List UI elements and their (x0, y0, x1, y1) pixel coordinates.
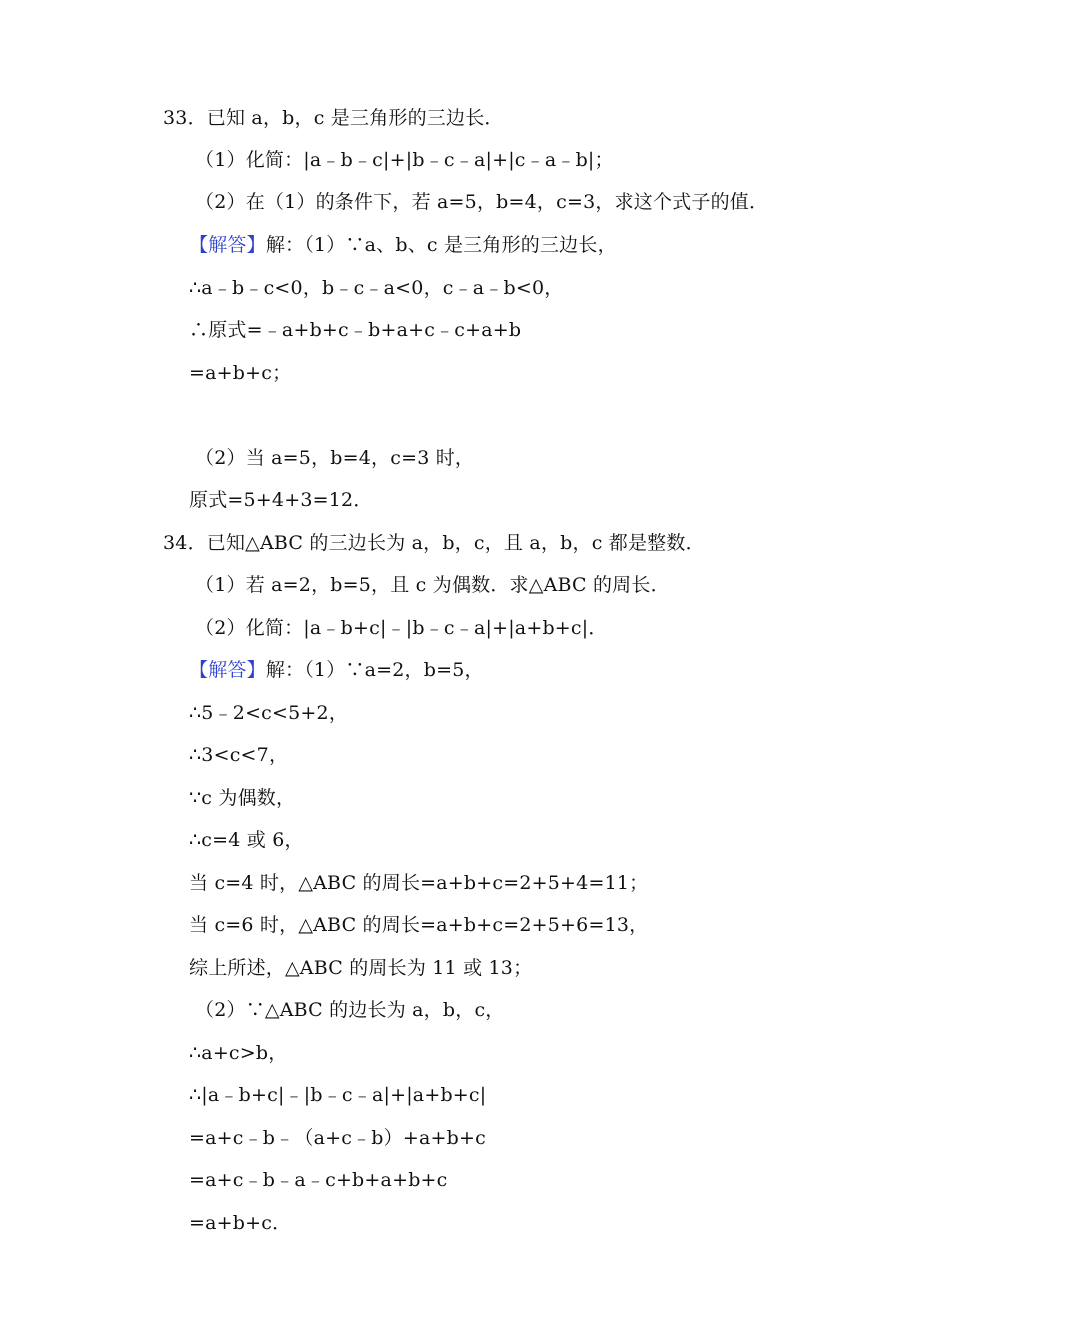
q34-title: 34．已知△ABC 的三边长为 a，b，c，且 a，b，c 都是整数． (163, 532, 705, 554)
q34-answer-line-12: =a+c﹣b﹣（a+c﹣b）+a+b+c (189, 1127, 486, 1149)
q34-part1: （1）若 a=2，b=5，且 c 为偶数．求△ABC 的周长． (195, 574, 670, 596)
q33-part1: （1）化简：|a﹣b﹣c|+|b﹣c﹣a|+|c﹣a﹣b|； (195, 149, 614, 171)
q33-answer-text-1: 解：（1）∵a、b、c 是三角形的三边长， (265, 234, 617, 256)
q34-answer-line-9: （2）∵△ABC 的边长为 a，b，c， (195, 999, 505, 1021)
q34-answer-line-14: =a+b+c． (189, 1212, 292, 1234)
q33-answer-line-1 (189, 232, 617, 258)
q33-answer-tag: 【解答】 (189, 234, 266, 256)
q34-answer-line-8: 综上所述，△ABC 的周长为 11 或 13； (189, 957, 533, 979)
q33-title: 33．已知 a，b，c 是三角形的三边长． (163, 107, 504, 129)
q34-answer-tag: 【解答】 (189, 659, 266, 681)
q34-answer-text-1: 解：（1）∵a=2，b=5， (265, 659, 484, 681)
q34-answer-line-5: ∴c=4 或 6， (189, 829, 304, 851)
q33-part2: （2）在（1）的条件下，若 a=5，b=4，c=3，求这个式子的值． (195, 191, 769, 213)
q33-answer-line-3: ∴原式=﹣a+b+c﹣b+a+c﹣c+a+b (189, 319, 522, 341)
q34-answer-line-1 (189, 657, 484, 683)
q33-answer-line-4: =a+b+c； (189, 362, 292, 384)
q34-answer-line-13: =a+c﹣b﹣a﹣c+b+a+b+c (189, 1169, 448, 1191)
q34-answer-line-7: 当 c=6 时，△ABC 的周长=a+b+c=2+5+6=13， (189, 914, 649, 936)
q33-answer-line-6: 原式=5+4+3=12． (189, 489, 373, 511)
q33-answer-line-2: ∴a﹣b﹣c<0，b﹣c﹣a<0，c﹣a﹣b<0， (189, 277, 564, 299)
q34-answer-line-11: ∴|a﹣b+c|﹣|b﹣c﹣a|+|a+b+c| (189, 1084, 487, 1106)
q34-answer-line-2: ∴5﹣2<c<5+2， (189, 702, 349, 724)
q34-answer-line-3: ∴3<c<7， (189, 744, 289, 766)
q34-answer-line-6: 当 c=4 时，△ABC 的周长=a+b+c=2+5+4=11； (189, 872, 649, 894)
q33-answer-line-5: （2）当 a=5，b=4，c=3 时， (195, 447, 475, 469)
q34-answer-line-10: ∴a+c>b， (189, 1042, 288, 1064)
q34-part2: （2）化简：|a﹣b+c|﹣|b﹣c﹣a|+|a+b+c|． (195, 617, 608, 639)
q34-answer-line-4: ∵c 为偶数， (189, 787, 296, 809)
